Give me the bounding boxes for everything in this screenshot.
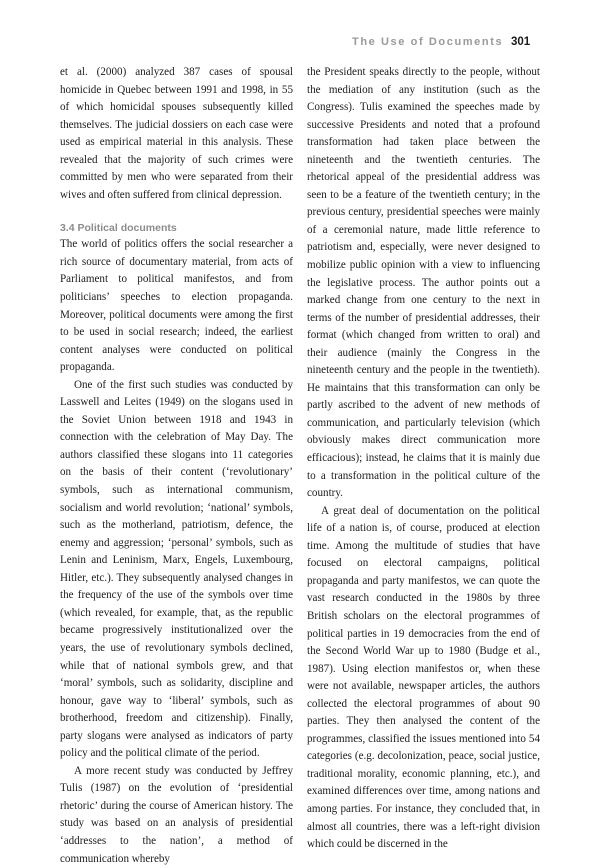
page-number: 301 [511,36,531,48]
paragraph-tulis-continuation: the President speaks directly to the people, without the mediation of any institution (such as the Congress). Tulis examined the speeches made by successive Presidents and noted that a profound transformation had taken place between the nineteenth and the twentieth centuries. The rhetorical appeal of the presidential address was seen to be a feature of the twentieth century; in the previous century, presidential speeches were mainly of a ceremonial nature, made little reference to patriotism and, especially, were never designed to mobilize public opinion with a view to influencing the legislative process. The author points out a marked change from one century to the next in terms of the number of presidential addresses, their format (which changed from written to oral) and their audience (mainly the Congress in the nineteenth century and the people in the twentieth). He maintains that this transformation can only be partly ascribed to the advent of new methods of communication, and particularly television (which obviously makes direct communication more efficacious); instead, he claims that it is mainly due to a transformation in the political culture of the country. [307,66,540,500]
paragraph-tulis-start: A more recent study was conducted by Jeffrey Tulis (1987) on the evolution of ‘presidential rhetoric’ during the course of American history. The study was based on an analysis of presidential ‘addresses to the nation’, a method of communication whereby [60,764,293,865]
section-heading: 3.4 Political documents [60,222,177,235]
paragraph-lasswell: One of the first such studies was conducted by Lasswell and Leites (1949) on the slogans used in the Soviet Union between 1918 and 1943 in connection with the celebration of May Day. The authors classified these slogans into 11 categories on the basis of their content (‘revolutionary’ symbols, such as international communism, socialism and world revolution; ‘national’ symbols, such as the motherland, patriotism, defence, the enemy and aggression; ‘personal’ symbols, such as Lenin and Leninism, Marx, Engels, Luxembourg, Hitler, etc.). They subsequently analysed changes in the frequency of the use of the symbols over time (which revealed, for example, that, as the republic became progressively institutionalized over the years, the use of revolutionary symbols declined, while that of national symbols grew, and that ‘moral’ symbols, such as solidarity, discipline and honour, gave way to ‘liberal’ symbols, such as brotherhood, freedom and citizenship). Finally, party slogans were analysed as indicators of party policy and the political climate of the period. [60,378,293,760]
paragraph-continuation: et al. (2000) analyzed 387 cases of spousal homicide in Quebec between 1991 and 1998, in 55 of which homicidal spouses subsequently killed themselves. The judicial dossiers on each case were used as empirical material in this analysis. These revealed that the majority of such crimes were committed by men who were separated from their wives and often suffered from clinical depression. [60,66,293,201]
right-column [307,64,540,854]
left-column [60,64,293,868]
paragraph-intro: The world of politics offers the social researcher a rich source of documentary material, from acts of Parliament to political manifestos, and from politicians’ speeches to election propaganda. Moreover, political documents were among the first to be used in social research; indeed, the earliest content analyses were conducted on political propaganda. [60,238,293,374]
running-head: The Use of Documents [352,36,504,48]
paragraph-elections: A great deal of documentation on the political life of a nation is, of course, produced at election time. Among the multitude of studies that have focused on electoral campaigns, political propaganda and party manifestos, we can quote the vast research conducted in the 1980s by three British scholars on the electoral programmes of political parties in 19 democracies from the end of the Second World War up to 1980 (Budge et al., 1987). Using election manifestos or, when these were not available, newspaper articles, the authors collected the electoral programmes of about 90 parties. They then analysed the content of the programmes, classified the issues mentioned into 54 categories (e.g. decolonization, peace, social justice, traditional morality, economic planning, etc.), and examined differences over time, among nations and among parties. For instance, they concluded that, in almost all countries, there was a left-right division which could be discerned in the [307,504,540,851]
